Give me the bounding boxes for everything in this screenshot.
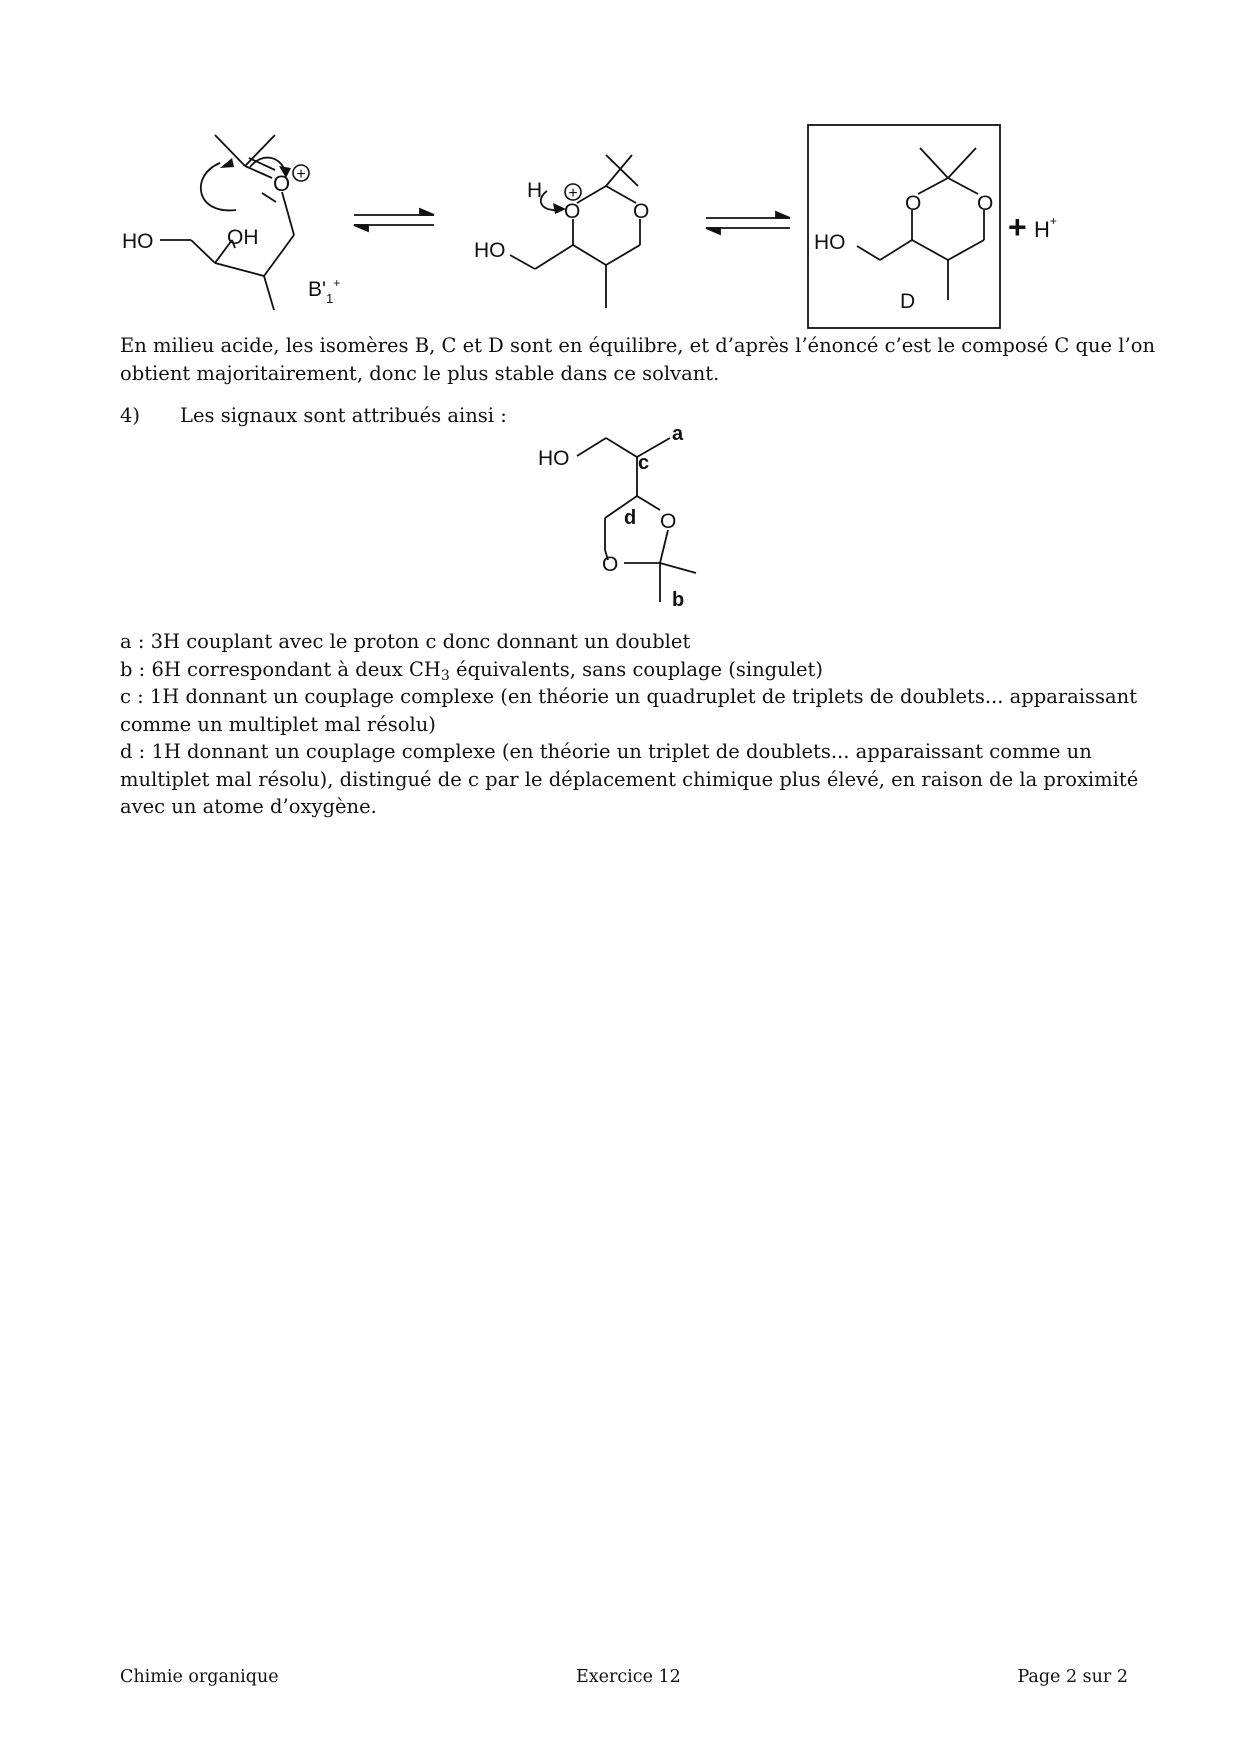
- nmr-ho-label: HO: [538, 447, 570, 470]
- ring-oxygen-label: O: [633, 200, 650, 223]
- product-d-oxygen-1: O: [905, 192, 922, 215]
- ring-h-label: H: [527, 179, 543, 202]
- assignment-d-line-3: avec un atome d’oxygène.: [120, 795, 377, 818]
- signal-assignments: [120, 628, 1139, 821]
- reaction-scheme: [0, 0, 1240, 340]
- equilibrium-paragraph: [120, 332, 1156, 387]
- equilibrium-arrow-1: [354, 209, 434, 231]
- question-number: 4): [120, 404, 141, 427]
- nmr-label-a: a: [672, 423, 684, 445]
- ring-oxonium-label: O: [564, 200, 581, 223]
- protonated-ring-structure: [510, 155, 640, 308]
- intermediate-ho-label: HO: [122, 230, 154, 253]
- ring-ho-label: HO: [474, 239, 506, 262]
- intermediate-charge-sign: +: [296, 166, 306, 183]
- nmr-label-c: c: [638, 452, 650, 474]
- nmr-label-b: b: [672, 589, 685, 611]
- product-d-structure: [857, 148, 984, 300]
- assignment-a: a : 3H couplant avec le proton c donc donnant un doublet: [120, 630, 691, 653]
- product-d-oxygen-2: O: [977, 192, 994, 215]
- nmr-oxygen-1: O: [660, 510, 677, 533]
- equilibrium-arrow-2: [706, 212, 790, 234]
- intermediate-oh-label: OH: [227, 226, 259, 249]
- equilibrium-line-2: obtient majoritairement, donc le plus stable dans ce solvant.: [120, 361, 720, 385]
- ring-charge-sign: +: [568, 185, 578, 202]
- footer-page-number: Page 2 sur 2: [1017, 1667, 1128, 1687]
- intermediate-oxonium-label: O: [273, 171, 291, 196]
- proton-label: H+: [1034, 214, 1057, 242]
- nmr-label-d: d: [624, 507, 637, 529]
- assignment-d-line-2: multiplet mal résolu), distingué de c par le déplacement chimique plus élevé, en raison de la proximité: [120, 767, 1139, 791]
- assignment-b: [120, 656, 1120, 684]
- question-text: Les signaux sont attribués ainsi :: [180, 404, 507, 427]
- assignment-b-start: b : 6H correspondant à deux CH: [120, 657, 441, 681]
- assignment-d-line-1: d : 1H donnant un couplage complexe (en théorie un triplet de doublets... apparaissant comme un: [120, 740, 1092, 763]
- assignment-c-line-2: comme un multiplet mal résolu): [120, 712, 436, 736]
- assignment-b-subscript: 3: [440, 667, 450, 684]
- intermediate-structure: [160, 135, 294, 310]
- nmr-structure: [0, 420, 1240, 620]
- footer-course: Chimie organique: [120, 1667, 279, 1687]
- assignment-c-line-1: c : 1H donnant un couplage complexe (en théorie un quadruplet de triplets de doublets... apparaissant: [120, 685, 1138, 708]
- intermediate-name: $B'_1^+$: [308, 276, 341, 306]
- product-d-label: D: [900, 290, 916, 313]
- plus-sign: +: [1008, 209, 1027, 245]
- nmr-oxygen-2: O: [602, 553, 619, 576]
- equilibrium-line-1: En milieu acide, les isomères B, C et D sont en équilibre, et d’après l’énoncé c’est le composé C que l’on: [120, 334, 1156, 357]
- product-d-ho-label: HO: [814, 231, 846, 254]
- assignment-b-end: équivalents, sans couplage (singulet): [449, 657, 823, 681]
- footer-exercise: Exercice 12: [576, 1667, 681, 1687]
